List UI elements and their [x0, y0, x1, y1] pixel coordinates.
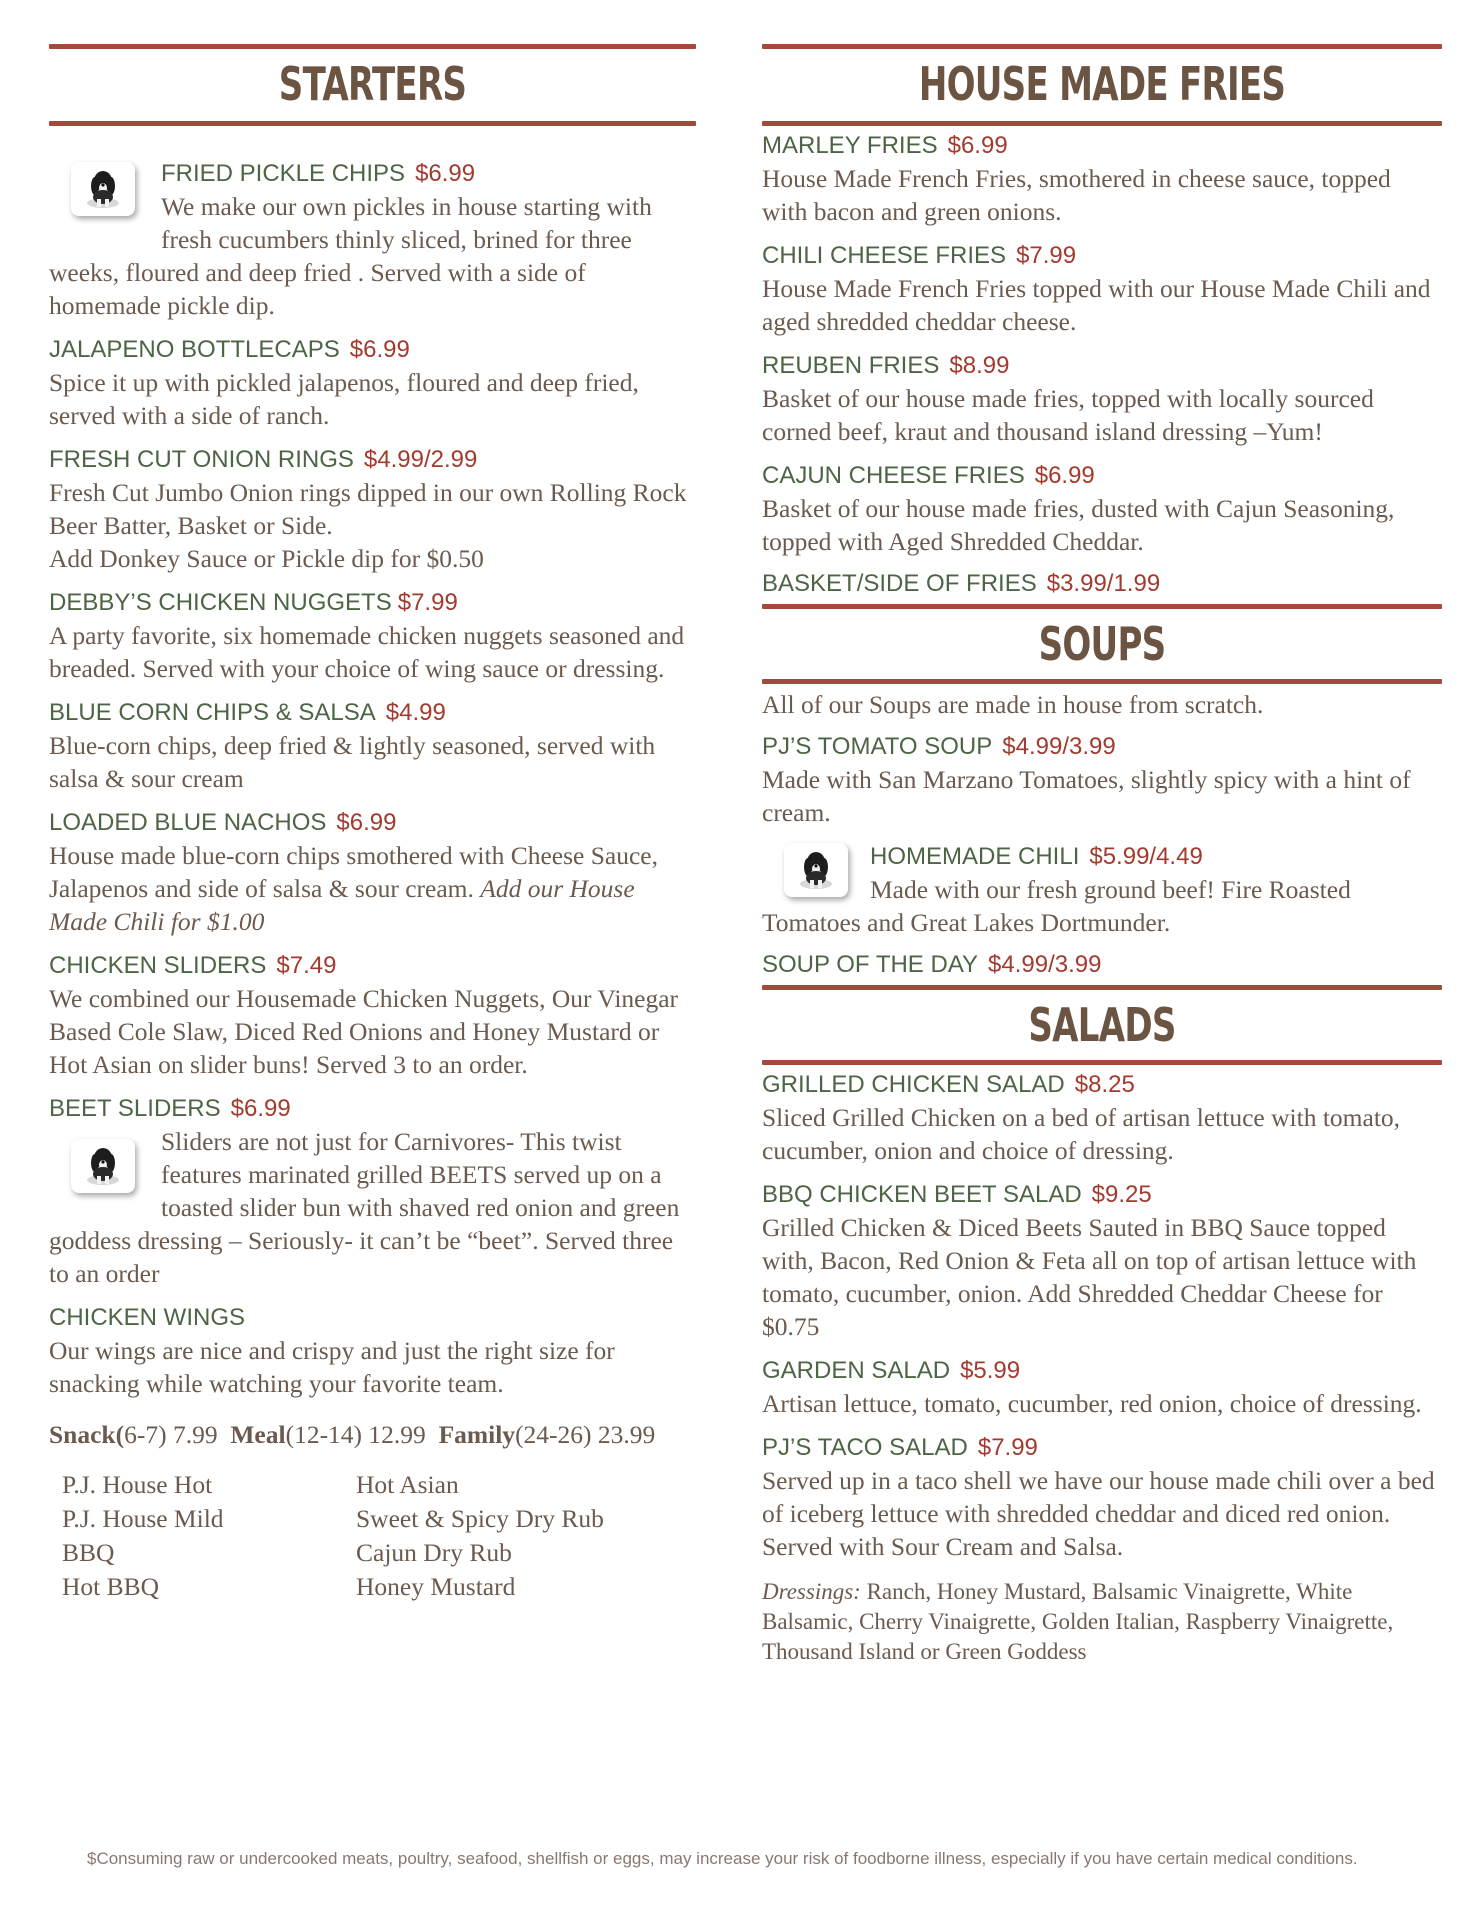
- item-description: Our wings are nice and crispy and just the right size for snacking while watching your favorite team.: [49, 1336, 615, 1398]
- starters-heading: STARTERS: [278, 57, 467, 111]
- size-value: (12-14) 12.99: [285, 1420, 426, 1449]
- soups-intro: All of our Soups are made in house from scratch.: [762, 690, 1264, 719]
- item-name: FRIED PICKLE CHIPS: [161, 160, 406, 187]
- section-rule: [762, 121, 1442, 126]
- item-name: HOMEMADE CHILI: [870, 843, 1080, 870]
- item-name: MARLEY FRIES: [762, 132, 938, 159]
- sauce-option: Cajun Dry Rub: [356, 1538, 512, 1567]
- item-price: $9.25: [1091, 1181, 1152, 1208]
- item-name: BASKET/SIDE OF FRIES: [762, 570, 1037, 597]
- wing-sauce-list: [49, 1468, 696, 1604]
- menu-item-onion-rings: [49, 444, 696, 575]
- item-name: GARDEN SALAD: [762, 1357, 951, 1384]
- sauce-option: Sweet & Spicy Dry Rub: [356, 1504, 604, 1533]
- menu-item-jalapeno-bottlecaps: [49, 334, 696, 432]
- menu-item-blue-corn-chips: [49, 697, 696, 795]
- starters-column: [49, 44, 696, 1604]
- dressings-options: Ranch, Honey Mustard, Balsamic Vinaigrette, White Balsamic, Cherry Vinaigrette, Golden Italian, Raspberry Vinaigrette, Thousand Island or Green Goddess: [762, 1579, 1394, 1664]
- sauce-option: P.J. House Hot: [62, 1470, 213, 1499]
- menu-item-marley-fries: [762, 130, 1442, 228]
- menu-item-taco-salad: [762, 1432, 1442, 1563]
- menu-item-chicken-sliders: [49, 950, 696, 1081]
- dog-logo-icon: [71, 1139, 135, 1193]
- item-name: BEET SLIDERS: [49, 1095, 221, 1122]
- item-description: Spice it up with pickled jalapenos, floured and deep fried, served with a side of ranch.: [49, 368, 639, 430]
- item-description: Basket of our house made fries, topped with locally sourced corned beef, kraut and thousand island dressing –Yum!: [762, 384, 1374, 446]
- item-description: Artisan lettuce, tomato, cucumber, red onion, choice of dressing.: [762, 1389, 1422, 1418]
- item-addon: Add our House Made Chili for $1.00: [49, 874, 635, 936]
- item-price: $6.99: [415, 160, 476, 187]
- item-name: PJ’S TOMATO SOUP: [762, 733, 993, 760]
- item-description: Fresh Cut Jumbo Onion rings dipped in our own Rolling Rock Beer Batter, Basket or Side.: [49, 478, 687, 540]
- section-rule: [762, 679, 1442, 684]
- menu-item-loaded-nachos: [49, 807, 696, 938]
- menu-item-chili-cheese-fries: [762, 240, 1442, 338]
- item-price: $3.99/1.99: [1046, 570, 1161, 597]
- menu-item-bbq-chicken-beet-salad: [762, 1179, 1442, 1343]
- item-name: PJ’S TACO SALAD: [762, 1434, 968, 1461]
- menu-item-chicken-nuggets: [49, 587, 696, 685]
- item-price: $4.99/2.99: [363, 446, 478, 473]
- menu-item-chicken-wings: [49, 1302, 696, 1400]
- item-price: $7.99: [977, 1434, 1038, 1461]
- item-price: $6.99: [230, 1095, 291, 1122]
- item-description: Made with San Marzano Tomatoes, slightly spicy with a hint of cream.: [762, 765, 1411, 827]
- item-description: We combined our Housemade Chicken Nuggets, Our Vinegar Based Cole Slaw, Diced Red Onions and Honey Mustard or Hot Asian on slider buns! Served 3 to an order.: [49, 984, 679, 1079]
- dog-logo-icon: [784, 843, 848, 897]
- item-description: House made blue-corn chips smothered with Cheese Sauce, Jalapenos and side of salsa & sour cream.: [49, 841, 658, 903]
- item-name: SOUP OF THE DAY: [762, 951, 979, 978]
- item-description: Served up in a taco shell we have our house made chili over a bed of iceberg lettuce with shredded cheddar and diced red onion. Served with Sour Cream and Salsa.: [762, 1466, 1435, 1561]
- menu-item-reuben-fries: [762, 350, 1442, 448]
- dressings-list: [762, 1577, 1442, 1667]
- item-price: $6.99: [336, 809, 397, 836]
- sauce-option: Hot BBQ: [62, 1572, 160, 1601]
- size-label: Snack(: [49, 1420, 125, 1449]
- menu-item-beet-sliders: [49, 1093, 696, 1290]
- item-description: A party favorite, six homemade chicken nuggets seasoned and breaded. Served with your choice of wing sauce or dressing.: [49, 621, 685, 683]
- item-price: $7.49: [276, 952, 337, 979]
- item-name: FRESH CUT ONION RINGS: [49, 446, 354, 473]
- sauce-option: BBQ: [62, 1538, 115, 1567]
- menu-item-grilled-chicken-salad: [762, 1069, 1442, 1167]
- menu-item-homemade-chili: [762, 837, 1442, 939]
- item-price: $4.99: [385, 699, 446, 726]
- sauce-option: Hot Asian: [356, 1470, 459, 1499]
- item-description: Sliced Grilled Chicken on a bed of artisan lettuce with tomato, cucumber, onion and choice of dressing.: [762, 1103, 1401, 1165]
- food-safety-footnote: $Consuming raw or undercooked meats, poultry, seafood, shellfish or eggs, may increase your risk of foodborne illness, especially if you have certain medical conditions.: [87, 1849, 1358, 1868]
- item-name: GRILLED CHICKEN SALAD: [762, 1071, 1065, 1098]
- wing-sizes: [49, 1418, 696, 1452]
- dog-logo-icon: [71, 162, 135, 216]
- item-price: $6.99: [947, 132, 1008, 159]
- item-description: Blue-corn chips, deep fried & lightly seasoned, served with salsa & sour cream: [49, 731, 656, 793]
- item-price: $5.99/4.49: [1089, 843, 1203, 870]
- menu-item-soup-of-the-day: [762, 949, 1442, 981]
- menu-item-basket-fries: [762, 568, 1442, 600]
- section-rule: [49, 121, 696, 126]
- item-price: $6.99: [1034, 462, 1095, 489]
- item-price: $7.99: [1016, 242, 1077, 269]
- item-name: CHILI CHEESE FRIES: [762, 242, 1007, 269]
- item-description: Sliders are not just for Carnivores- This twist features marinated grilled BEETS served up on a toasted slider bun with shaved red onion and green goddess dressing – Seriously- it can’t be “beet”. Served three to an order: [49, 1127, 680, 1288]
- item-price: $5.99: [960, 1357, 1021, 1384]
- sauce-option: Honey Mustard: [356, 1572, 516, 1601]
- soups-heading: SOUPS: [1038, 617, 1166, 671]
- item-name: LOADED BLUE NACHOS: [49, 809, 327, 836]
- salads-heading: SALADS: [1028, 998, 1176, 1052]
- menu-item-cajun-cheese-fries: [762, 460, 1442, 558]
- dressings-label: Dressings:: [762, 1579, 861, 1604]
- size-label: Family: [438, 1420, 516, 1449]
- section-rule: [762, 1060, 1442, 1065]
- menu-item-garden-salad: [762, 1355, 1442, 1420]
- item-price: $7.99: [397, 589, 458, 616]
- item-price: $8.25: [1074, 1071, 1135, 1098]
- item-name: REUBEN FRIES: [762, 352, 940, 379]
- size-value: (24-26) 23.99: [515, 1420, 656, 1449]
- menu-item-tomato-soup: [762, 731, 1442, 829]
- item-description: We make our own pickles in house starting with fresh cucumbers thinly sliced, brined for three weeks, floured and deep fried . Served with a side of homemade pickle dip.: [49, 192, 652, 320]
- size-label: Meal: [230, 1420, 286, 1449]
- item-addon: Add Donkey Sauce or Pickle dip for $0.50: [49, 544, 484, 573]
- fries-heading: HOUSE MADE FRIES: [918, 57, 1286, 111]
- item-description: House Made French Fries topped with our House Made Chili and aged shredded cheddar cheese.: [762, 274, 1431, 336]
- item-description: House Made French Fries, smothered in cheese sauce, topped with bacon and green onions.: [762, 164, 1391, 226]
- sauce-option: P.J. House Mild: [62, 1504, 224, 1533]
- item-name: DEBBY’S CHICKEN NUGGETS: [49, 589, 392, 616]
- right-column: [762, 44, 1442, 1667]
- item-description: Basket of our house made fries, dusted with Cajun Seasoning, topped with Aged Shredded Cheddar.: [762, 494, 1395, 556]
- item-price: $4.99/3.99: [988, 951, 1102, 978]
- item-name: CAJUN CHEESE FRIES: [762, 462, 1025, 489]
- item-description: Made with our fresh ground beef! Fire Roasted Tomatoes and Great Lakes Dortmunder.: [762, 875, 1351, 937]
- item-price: $6.99: [349, 336, 410, 363]
- item-name: CHICKEN SLIDERS: [49, 952, 267, 979]
- item-name: CHICKEN WINGS: [49, 1304, 246, 1331]
- size-value: 6-7) 7.99: [124, 1420, 218, 1449]
- item-description: Grilled Chicken & Diced Beets Sauted in BBQ Sauce topped with, Bacon, Red Onion & Feta all on top of artisan lettuce with tomato, cucumber, onion. Add Shredded Cheddar Cheese for $0.75: [762, 1213, 1417, 1341]
- item-name: BLUE CORN CHIPS & SALSA: [49, 699, 376, 726]
- item-price: $4.99/3.99: [1002, 733, 1116, 760]
- item-price: $8.99: [949, 352, 1010, 379]
- menu-item-fried-pickle-chips: [49, 154, 696, 322]
- item-name: JALAPENO BOTTLECAPS: [49, 336, 340, 363]
- item-name: BBQ CHICKEN BEET SALAD: [762, 1181, 1082, 1208]
